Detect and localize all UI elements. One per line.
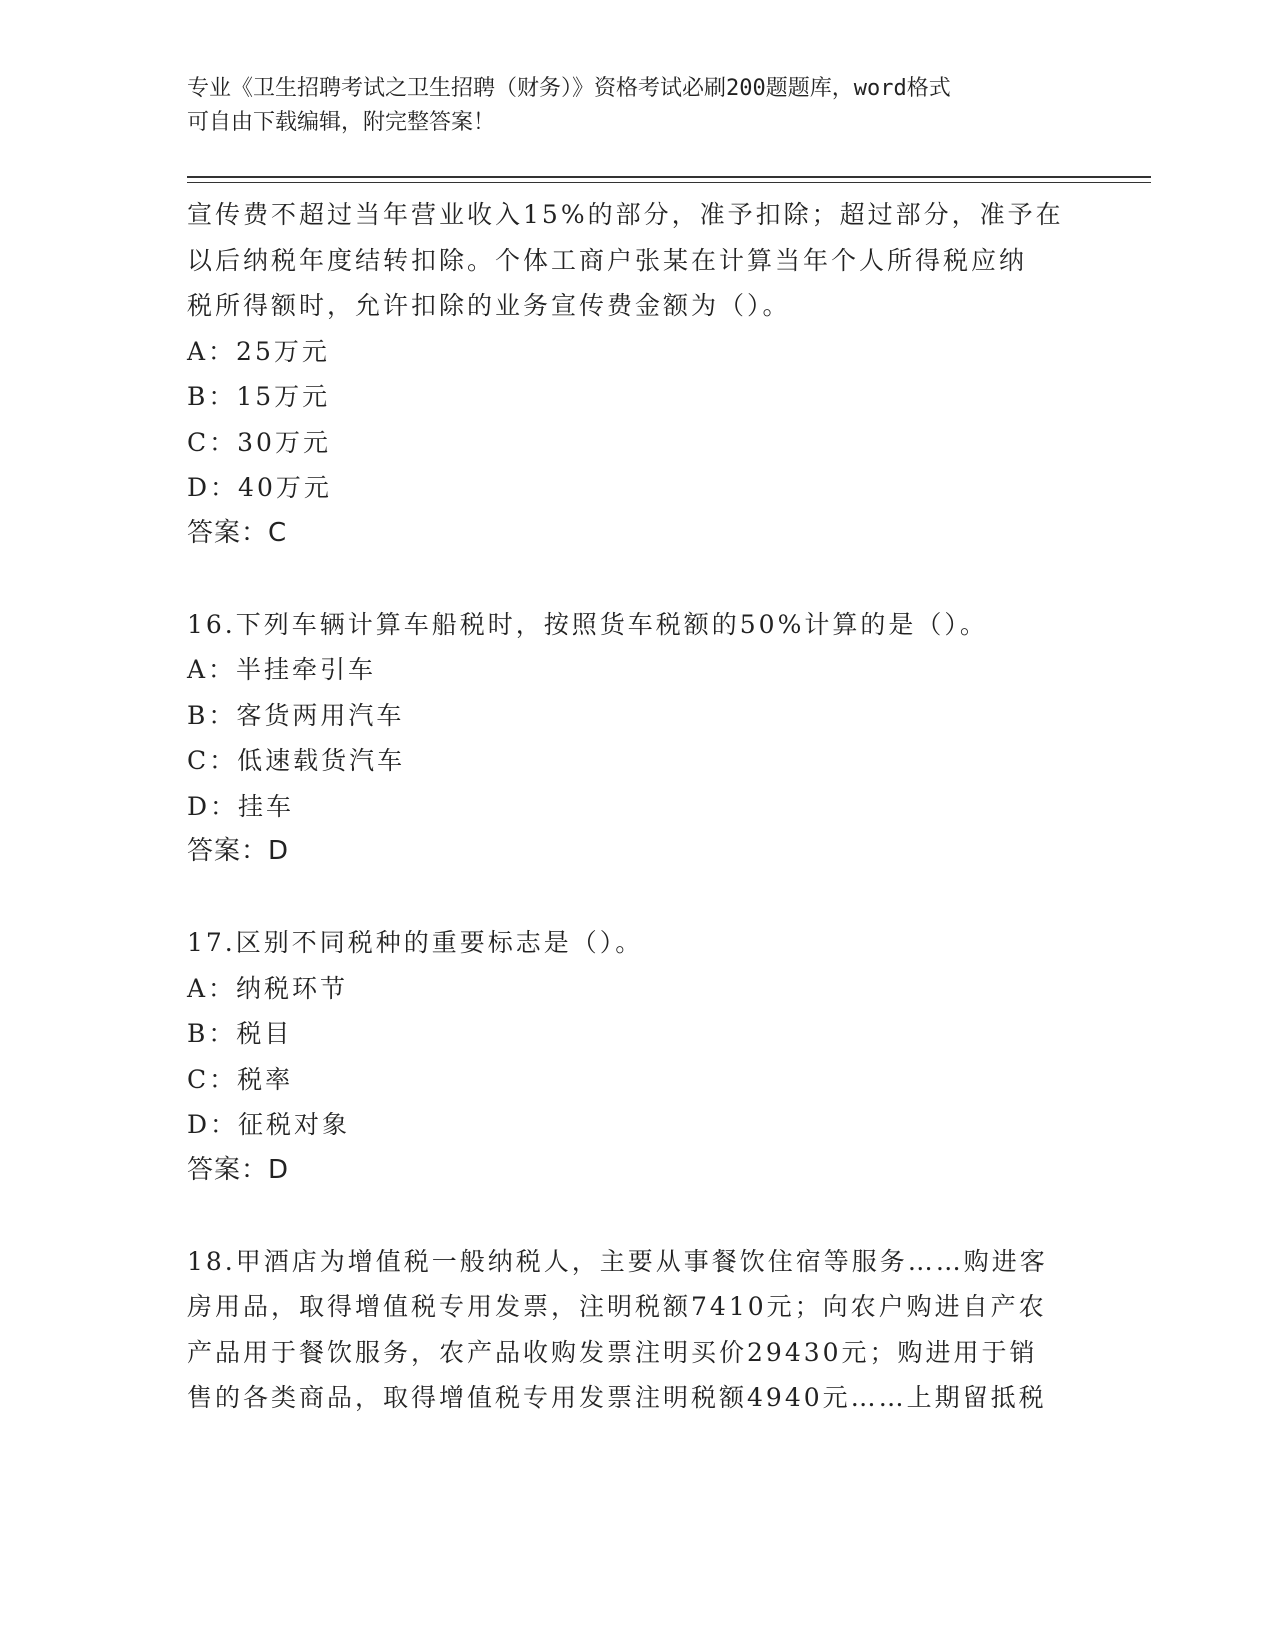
header-rule-top xyxy=(187,176,1151,178)
question-15-continuation xyxy=(187,192,1087,556)
option-a: A：纳税环节 xyxy=(187,973,349,1003)
option-b: B：15万元 xyxy=(187,382,331,411)
option-d: D：征税对象 xyxy=(187,1110,351,1139)
option-c: C：税率 xyxy=(187,1064,294,1094)
answer-line: 答案：D xyxy=(187,836,290,866)
option-b: B：税目 xyxy=(187,1019,293,1048)
question-text-line: 宣传费不超过当年营业收入15%的部分，准予扣除；超过部分，准予在 xyxy=(187,200,1064,229)
question-text-line: 售的各类商品，取得增值税专用发票注明税额4940元……上期留抵税 xyxy=(187,1383,1047,1412)
option-d: D：40万元 xyxy=(187,473,332,502)
question-18 xyxy=(187,1239,1087,1421)
option-c: C：30万元 xyxy=(187,427,331,457)
question-text-line: 16.下列车辆计算车船税时，按照货车税额的50%计算的是（）。 xyxy=(187,609,988,639)
answer-line: 答案：D xyxy=(187,1154,290,1185)
question-text-line: 税所得额时，允许扣除的业务宣传费金额为（）。 xyxy=(187,291,791,320)
spacer xyxy=(187,875,1087,921)
option-d: D：挂车 xyxy=(187,791,295,821)
question-16 xyxy=(187,602,1087,875)
question-text-line: 产品用于餐饮服务，农产品收购发票注明买价29430元；购进用于销 xyxy=(187,1337,1038,1367)
header-line-2: 可自由下载编辑，附完整答案！ xyxy=(187,110,496,135)
question-text-line: 房用品，取得增值税专用发票，注明税额7410元；向农户购进自产农 xyxy=(187,1292,1047,1321)
header-rule-bottom xyxy=(187,182,1151,183)
document-header xyxy=(187,72,1087,140)
question-text-line: 18.甲酒店为增值税一般纳税人，主要从事餐饮住宿等服务……购进客 xyxy=(187,1246,1048,1276)
header-line-1: 专业《卫生招聘考试之卫生招聘（财务）》资格考试必刷200题题库，word格式 xyxy=(187,76,951,101)
question-17 xyxy=(187,920,1087,1193)
option-c: C：低速载货汽车 xyxy=(187,746,406,775)
option-a: A：半挂牵引车 xyxy=(187,655,377,684)
question-text-line: 17.区别不同税种的重要标志是（）。 xyxy=(187,928,644,957)
document-body xyxy=(187,192,1087,1421)
option-b: B：客货两用汽车 xyxy=(187,700,405,730)
option-a: A：25万元 xyxy=(187,336,330,366)
spacer xyxy=(187,556,1087,602)
question-text-line: 以后纳税年度结转扣除。个体工商户张某在计算当年个人所得税应纳 xyxy=(187,245,1028,275)
spacer xyxy=(187,1193,1087,1239)
answer-line: 答案：C xyxy=(187,517,288,548)
